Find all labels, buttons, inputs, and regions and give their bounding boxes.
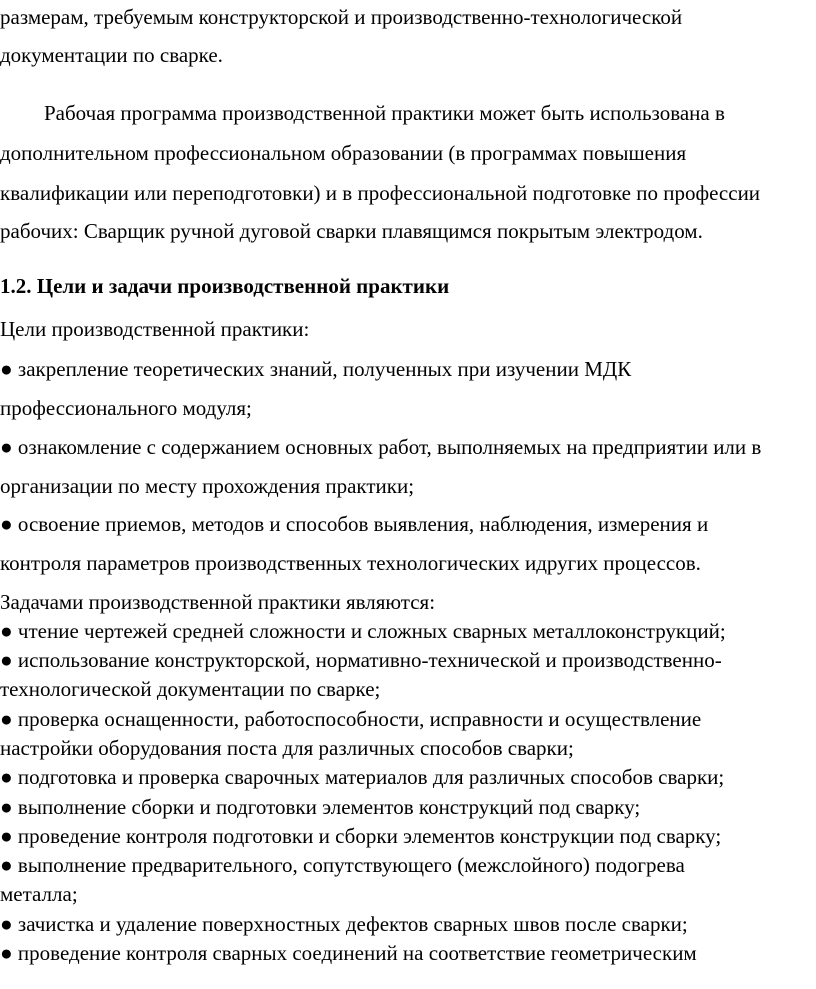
list-item: ● проведение контроля подготовки и сборки элементов конструкции под сварку; — [0, 824, 722, 848]
list-item: ● ознакомление с содержанием основных работ, выполняемых на предприятии или в — [0, 435, 762, 459]
list-item-continuation: технологической документации по сварке; — [0, 677, 381, 701]
paragraph-line: Рабочая программа производственной практики может быть использована в — [44, 101, 725, 125]
list-item: ● чтение чертежей средней сложности и сложных сварных металлоконструкций; — [0, 619, 726, 643]
paragraph-line: размерам, требуемым конструкторской и производственно-технологической — [0, 5, 683, 29]
list-item: ● выполнение сборки и подготовки элементов конструкций под сварку; — [0, 795, 641, 819]
paragraph-line: рабочих: Сварщик ручной дуговой сварки плавящимся покрытым электродом. — [0, 219, 703, 243]
list-item-continuation: организации по месту прохождения практики; — [0, 474, 415, 498]
list-item: ● освоение приемов, методов и способов выявления, наблюдения, измерения и — [0, 512, 709, 536]
paragraph-line: Задачами производственной практики являются: — [0, 590, 436, 614]
paragraph-line: Цели производственной практики: — [0, 317, 310, 341]
list-item-continuation: контроля параметров производственных технологических идругих процессов. — [0, 551, 701, 575]
paragraph-line: квалификации или переподготовки) и в профессиональной подготовке по профессии — [0, 181, 761, 205]
list-item-continuation: профессионального модуля; — [0, 396, 252, 420]
list-item: ● проверка оснащенности, работоспособности, исправности и осуществление — [0, 707, 702, 731]
paragraph-line: документации по сварке. — [0, 43, 223, 67]
section-heading: 1.2. Цели и задачи производственной практики — [0, 274, 450, 298]
list-item: ● закрепление теоретических знаний, полученных при изучении МДК — [0, 357, 632, 381]
list-item: ● проведение контроля сварных соединений на соответствие геометрическим — [0, 941, 697, 965]
list-item-continuation: настройки оборудования поста для различных способов сварки; — [0, 736, 574, 760]
paragraph-line: дополнительном профессиональном образовании (в программах повышения — [0, 141, 687, 165]
list-item: ● подготовка и проверка сварочных материалов для различных способов сварки; — [0, 765, 725, 789]
list-item-continuation: металла; — [0, 882, 78, 906]
list-item: ● использование конструкторской, нормативно-технической и производственно- — [0, 648, 722, 672]
list-item: ● выполнение предварительного, сопутствующего (межслойного) подогрева — [0, 853, 685, 877]
list-item: ● зачистка и удаление поверхностных дефектов сварных швов после сварки; — [0, 912, 688, 936]
